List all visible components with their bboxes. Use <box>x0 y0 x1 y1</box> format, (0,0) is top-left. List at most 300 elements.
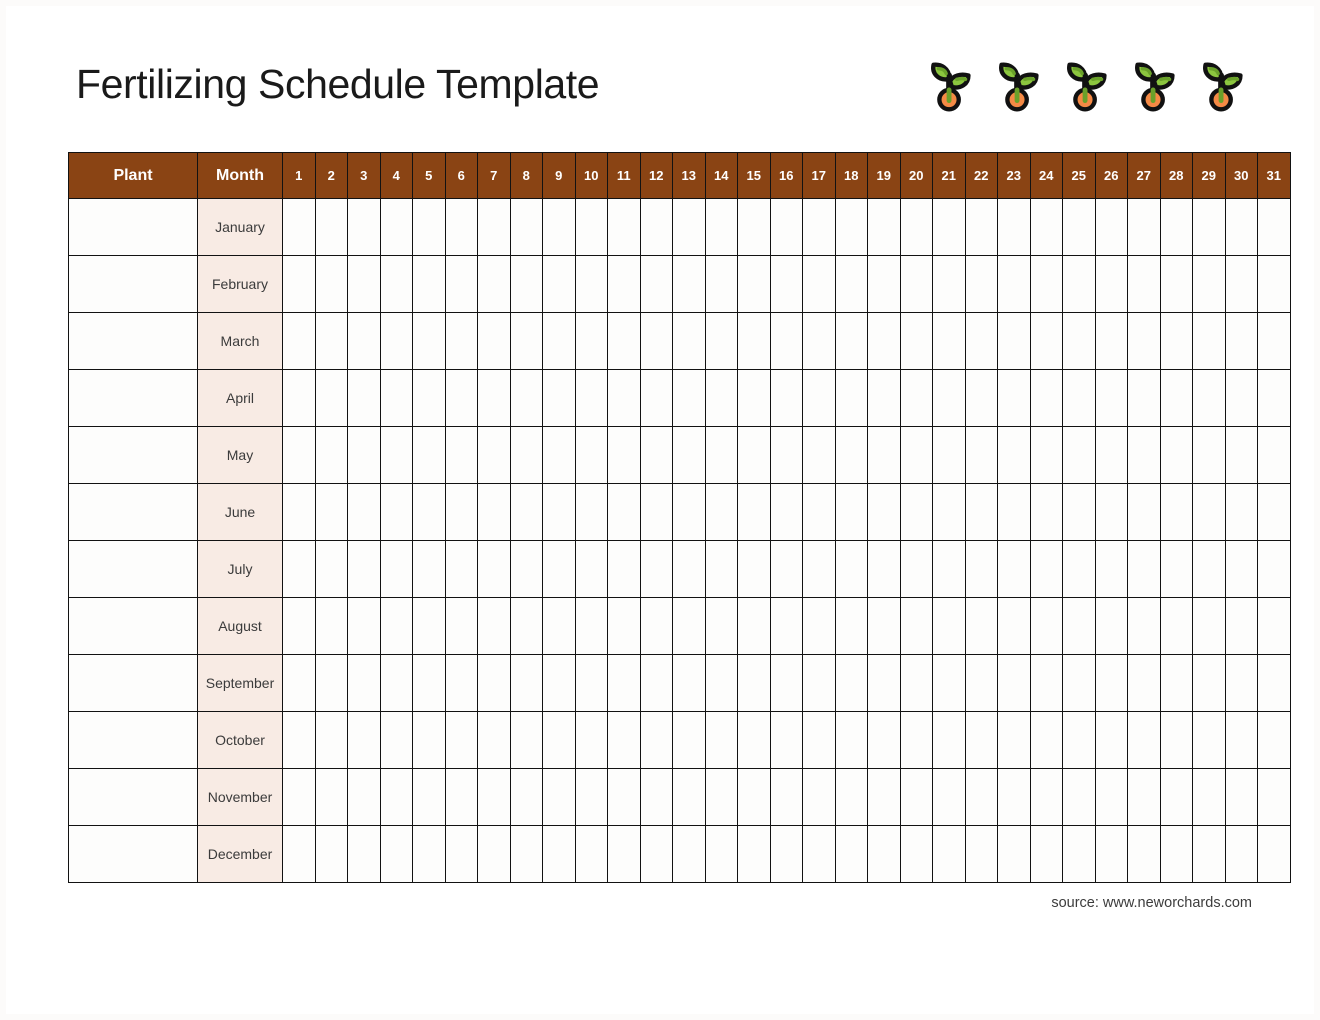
day-cell[interactable] <box>543 427 576 484</box>
day-cell[interactable] <box>543 313 576 370</box>
day-cell[interactable] <box>1128 256 1161 313</box>
day-cell[interactable] <box>413 598 446 655</box>
day-cell[interactable] <box>510 541 543 598</box>
day-cell[interactable] <box>705 256 738 313</box>
day-cell[interactable] <box>315 313 348 370</box>
day-cell[interactable] <box>1063 370 1096 427</box>
day-cell[interactable] <box>803 769 836 826</box>
day-cell[interactable] <box>1095 256 1128 313</box>
day-cell[interactable] <box>1225 769 1258 826</box>
day-cell[interactable] <box>348 256 381 313</box>
day-cell[interactable] <box>673 313 706 370</box>
day-cell[interactable] <box>998 427 1031 484</box>
day-cell[interactable] <box>640 598 673 655</box>
day-cell[interactable] <box>315 826 348 883</box>
day-cell[interactable] <box>1258 655 1291 712</box>
day-cell[interactable] <box>380 541 413 598</box>
plant-input-cell[interactable] <box>69 370 198 427</box>
day-cell[interactable] <box>1095 655 1128 712</box>
day-cell[interactable] <box>1193 484 1226 541</box>
day-cell[interactable] <box>998 598 1031 655</box>
day-cell[interactable] <box>445 598 478 655</box>
day-cell[interactable] <box>1225 826 1258 883</box>
day-cell[interactable] <box>640 484 673 541</box>
day-cell[interactable] <box>1160 370 1193 427</box>
plant-input-cell[interactable] <box>69 313 198 370</box>
day-cell[interactable] <box>640 655 673 712</box>
day-cell[interactable] <box>1128 541 1161 598</box>
day-cell[interactable] <box>1225 370 1258 427</box>
day-cell[interactable] <box>868 541 901 598</box>
day-cell[interactable] <box>998 313 1031 370</box>
day-cell[interactable] <box>868 769 901 826</box>
day-cell[interactable] <box>1160 484 1193 541</box>
day-cell[interactable] <box>705 199 738 256</box>
day-cell[interactable] <box>738 826 771 883</box>
day-cell[interactable] <box>380 256 413 313</box>
day-cell[interactable] <box>413 712 446 769</box>
day-cell[interactable] <box>348 313 381 370</box>
day-cell[interactable] <box>348 826 381 883</box>
day-cell[interactable] <box>803 484 836 541</box>
day-cell[interactable] <box>413 655 446 712</box>
day-cell[interactable] <box>640 541 673 598</box>
day-cell[interactable] <box>608 769 641 826</box>
plant-input-cell[interactable] <box>69 427 198 484</box>
day-cell[interactable] <box>1128 655 1161 712</box>
day-cell[interactable] <box>868 370 901 427</box>
day-cell[interactable] <box>413 826 446 883</box>
day-cell[interactable] <box>413 313 446 370</box>
day-cell[interactable] <box>1063 655 1096 712</box>
day-cell[interactable] <box>738 256 771 313</box>
day-cell[interactable] <box>998 484 1031 541</box>
plant-input-cell[interactable] <box>69 256 198 313</box>
day-cell[interactable] <box>1225 484 1258 541</box>
day-cell[interactable] <box>1095 598 1128 655</box>
day-cell[interactable] <box>705 484 738 541</box>
day-cell[interactable] <box>445 541 478 598</box>
day-cell[interactable] <box>608 826 641 883</box>
day-cell[interactable] <box>1063 598 1096 655</box>
day-cell[interactable] <box>575 370 608 427</box>
day-cell[interactable] <box>803 370 836 427</box>
day-cell[interactable] <box>315 484 348 541</box>
day-cell[interactable] <box>315 598 348 655</box>
day-cell[interactable] <box>413 484 446 541</box>
day-cell[interactable] <box>640 313 673 370</box>
day-cell[interactable] <box>1225 313 1258 370</box>
day-cell[interactable] <box>965 370 998 427</box>
day-cell[interactable] <box>803 199 836 256</box>
day-cell[interactable] <box>1193 655 1226 712</box>
day-cell[interactable] <box>283 769 316 826</box>
day-cell[interactable] <box>900 712 933 769</box>
day-cell[interactable] <box>1095 484 1128 541</box>
day-cell[interactable] <box>478 826 511 883</box>
day-cell[interactable] <box>510 826 543 883</box>
day-cell[interactable] <box>445 256 478 313</box>
day-cell[interactable] <box>640 427 673 484</box>
day-cell[interactable] <box>1030 712 1063 769</box>
day-cell[interactable] <box>1258 541 1291 598</box>
day-cell[interactable] <box>315 199 348 256</box>
day-cell[interactable] <box>803 256 836 313</box>
plant-input-cell[interactable] <box>69 484 198 541</box>
day-cell[interactable] <box>705 655 738 712</box>
day-cell[interactable] <box>1160 313 1193 370</box>
day-cell[interactable] <box>705 598 738 655</box>
day-cell[interactable] <box>900 313 933 370</box>
day-cell[interactable] <box>933 256 966 313</box>
day-cell[interactable] <box>868 712 901 769</box>
day-cell[interactable] <box>1128 484 1161 541</box>
day-cell[interactable] <box>575 256 608 313</box>
day-cell[interactable] <box>543 541 576 598</box>
day-cell[interactable] <box>1063 541 1096 598</box>
day-cell[interactable] <box>933 712 966 769</box>
day-cell[interactable] <box>1258 598 1291 655</box>
day-cell[interactable] <box>803 712 836 769</box>
day-cell[interactable] <box>1160 541 1193 598</box>
day-cell[interactable] <box>933 313 966 370</box>
day-cell[interactable] <box>1258 313 1291 370</box>
day-cell[interactable] <box>348 484 381 541</box>
day-cell[interactable] <box>1258 199 1291 256</box>
day-cell[interactable] <box>738 712 771 769</box>
day-cell[interactable] <box>1193 313 1226 370</box>
day-cell[interactable] <box>705 541 738 598</box>
day-cell[interactable] <box>738 199 771 256</box>
day-cell[interactable] <box>673 427 706 484</box>
day-cell[interactable] <box>868 199 901 256</box>
day-cell[interactable] <box>835 199 868 256</box>
day-cell[interactable] <box>608 313 641 370</box>
day-cell[interactable] <box>1030 769 1063 826</box>
day-cell[interactable] <box>478 256 511 313</box>
day-cell[interactable] <box>575 541 608 598</box>
day-cell[interactable] <box>673 712 706 769</box>
day-cell[interactable] <box>380 598 413 655</box>
day-cell[interactable] <box>380 484 413 541</box>
day-cell[interactable] <box>933 541 966 598</box>
plant-input-cell[interactable] <box>69 541 198 598</box>
day-cell[interactable] <box>803 427 836 484</box>
day-cell[interactable] <box>803 655 836 712</box>
day-cell[interactable] <box>1063 484 1096 541</box>
day-cell[interactable] <box>1030 427 1063 484</box>
day-cell[interactable] <box>283 427 316 484</box>
day-cell[interactable] <box>1095 712 1128 769</box>
day-cell[interactable] <box>1095 769 1128 826</box>
day-cell[interactable] <box>770 712 803 769</box>
plant-input-cell[interactable] <box>69 199 198 256</box>
day-cell[interactable] <box>608 199 641 256</box>
day-cell[interactable] <box>1063 199 1096 256</box>
plant-input-cell[interactable] <box>69 598 198 655</box>
day-cell[interactable] <box>1193 427 1226 484</box>
day-cell[interactable] <box>965 313 998 370</box>
day-cell[interactable] <box>738 655 771 712</box>
day-cell[interactable] <box>478 769 511 826</box>
day-cell[interactable] <box>478 598 511 655</box>
day-cell[interactable] <box>283 598 316 655</box>
day-cell[interactable] <box>510 199 543 256</box>
day-cell[interactable] <box>575 769 608 826</box>
day-cell[interactable] <box>770 199 803 256</box>
day-cell[interactable] <box>510 370 543 427</box>
day-cell[interactable] <box>1160 256 1193 313</box>
day-cell[interactable] <box>380 769 413 826</box>
day-cell[interactable] <box>575 826 608 883</box>
day-cell[interactable] <box>543 769 576 826</box>
day-cell[interactable] <box>1193 541 1226 598</box>
day-cell[interactable] <box>283 826 316 883</box>
day-cell[interactable] <box>900 370 933 427</box>
day-cell[interactable] <box>283 256 316 313</box>
day-cell[interactable] <box>738 541 771 598</box>
day-cell[interactable] <box>770 427 803 484</box>
day-cell[interactable] <box>1258 427 1291 484</box>
day-cell[interactable] <box>348 769 381 826</box>
day-cell[interactable] <box>803 313 836 370</box>
day-cell[interactable] <box>608 256 641 313</box>
day-cell[interactable] <box>933 199 966 256</box>
day-cell[interactable] <box>380 199 413 256</box>
day-cell[interactable] <box>445 655 478 712</box>
day-cell[interactable] <box>673 256 706 313</box>
day-cell[interactable] <box>738 370 771 427</box>
day-cell[interactable] <box>1030 199 1063 256</box>
day-cell[interactable] <box>478 427 511 484</box>
day-cell[interactable] <box>543 598 576 655</box>
day-cell[interactable] <box>965 655 998 712</box>
day-cell[interactable] <box>1193 826 1226 883</box>
day-cell[interactable] <box>998 370 1031 427</box>
day-cell[interactable] <box>543 826 576 883</box>
day-cell[interactable] <box>770 655 803 712</box>
day-cell[interactable] <box>478 541 511 598</box>
day-cell[interactable] <box>770 826 803 883</box>
day-cell[interactable] <box>1030 256 1063 313</box>
day-cell[interactable] <box>543 256 576 313</box>
day-cell[interactable] <box>380 370 413 427</box>
day-cell[interactable] <box>608 598 641 655</box>
day-cell[interactable] <box>283 313 316 370</box>
day-cell[interactable] <box>640 712 673 769</box>
day-cell[interactable] <box>705 712 738 769</box>
day-cell[interactable] <box>673 541 706 598</box>
plant-input-cell[interactable] <box>69 712 198 769</box>
day-cell[interactable] <box>770 484 803 541</box>
day-cell[interactable] <box>1193 199 1226 256</box>
day-cell[interactable] <box>640 826 673 883</box>
day-cell[interactable] <box>900 655 933 712</box>
day-cell[interactable] <box>1063 712 1096 769</box>
day-cell[interactable] <box>673 826 706 883</box>
plant-input-cell[interactable] <box>69 769 198 826</box>
day-cell[interactable] <box>933 826 966 883</box>
day-cell[interactable] <box>933 370 966 427</box>
day-cell[interactable] <box>998 256 1031 313</box>
day-cell[interactable] <box>965 541 998 598</box>
day-cell[interactable] <box>965 427 998 484</box>
day-cell[interactable] <box>803 598 836 655</box>
day-cell[interactable] <box>1063 769 1096 826</box>
day-cell[interactable] <box>835 313 868 370</box>
day-cell[interactable] <box>510 256 543 313</box>
day-cell[interactable] <box>933 655 966 712</box>
plant-input-cell[interactable] <box>69 826 198 883</box>
day-cell[interactable] <box>1160 427 1193 484</box>
day-cell[interactable] <box>998 826 1031 883</box>
day-cell[interactable] <box>835 370 868 427</box>
day-cell[interactable] <box>965 769 998 826</box>
day-cell[interactable] <box>1128 598 1161 655</box>
day-cell[interactable] <box>835 826 868 883</box>
day-cell[interactable] <box>868 598 901 655</box>
day-cell[interactable] <box>1095 313 1128 370</box>
day-cell[interactable] <box>1030 826 1063 883</box>
day-cell[interactable] <box>445 370 478 427</box>
day-cell[interactable] <box>1258 256 1291 313</box>
day-cell[interactable] <box>835 769 868 826</box>
day-cell[interactable] <box>348 712 381 769</box>
day-cell[interactable] <box>608 370 641 427</box>
day-cell[interactable] <box>478 712 511 769</box>
day-cell[interactable] <box>1095 826 1128 883</box>
day-cell[interactable] <box>348 427 381 484</box>
day-cell[interactable] <box>478 370 511 427</box>
day-cell[interactable] <box>283 655 316 712</box>
day-cell[interactable] <box>1063 826 1096 883</box>
day-cell[interactable] <box>478 484 511 541</box>
day-cell[interactable] <box>770 313 803 370</box>
day-cell[interactable] <box>868 313 901 370</box>
day-cell[interactable] <box>705 769 738 826</box>
day-cell[interactable] <box>738 313 771 370</box>
day-cell[interactable] <box>965 598 998 655</box>
day-cell[interactable] <box>770 370 803 427</box>
day-cell[interactable] <box>998 541 1031 598</box>
day-cell[interactable] <box>738 427 771 484</box>
day-cell[interactable] <box>315 712 348 769</box>
day-cell[interactable] <box>575 313 608 370</box>
day-cell[interactable] <box>705 370 738 427</box>
day-cell[interactable] <box>835 256 868 313</box>
day-cell[interactable] <box>640 256 673 313</box>
day-cell[interactable] <box>543 370 576 427</box>
day-cell[interactable] <box>1160 655 1193 712</box>
day-cell[interactable] <box>868 427 901 484</box>
day-cell[interactable] <box>445 199 478 256</box>
day-cell[interactable] <box>1225 199 1258 256</box>
day-cell[interactable] <box>835 427 868 484</box>
day-cell[interactable] <box>478 199 511 256</box>
day-cell[interactable] <box>1258 712 1291 769</box>
day-cell[interactable] <box>998 712 1031 769</box>
day-cell[interactable] <box>608 655 641 712</box>
day-cell[interactable] <box>835 598 868 655</box>
day-cell[interactable] <box>705 826 738 883</box>
day-cell[interactable] <box>608 712 641 769</box>
day-cell[interactable] <box>478 313 511 370</box>
day-cell[interactable] <box>413 769 446 826</box>
day-cell[interactable] <box>998 655 1031 712</box>
day-cell[interactable] <box>283 484 316 541</box>
day-cell[interactable] <box>478 655 511 712</box>
day-cell[interactable] <box>1095 370 1128 427</box>
day-cell[interactable] <box>673 199 706 256</box>
day-cell[interactable] <box>1030 598 1063 655</box>
day-cell[interactable] <box>283 712 316 769</box>
day-cell[interactable] <box>608 484 641 541</box>
day-cell[interactable] <box>640 370 673 427</box>
day-cell[interactable] <box>315 256 348 313</box>
day-cell[interactable] <box>673 655 706 712</box>
plant-input-cell[interactable] <box>69 655 198 712</box>
day-cell[interactable] <box>510 484 543 541</box>
day-cell[interactable] <box>900 598 933 655</box>
day-cell[interactable] <box>445 427 478 484</box>
day-cell[interactable] <box>1063 427 1096 484</box>
day-cell[interactable] <box>1258 370 1291 427</box>
day-cell[interactable] <box>1160 769 1193 826</box>
day-cell[interactable] <box>413 199 446 256</box>
day-cell[interactable] <box>1225 256 1258 313</box>
day-cell[interactable] <box>1030 484 1063 541</box>
day-cell[interactable] <box>673 484 706 541</box>
day-cell[interactable] <box>900 427 933 484</box>
day-cell[interactable] <box>868 256 901 313</box>
day-cell[interactable] <box>738 484 771 541</box>
day-cell[interactable] <box>1193 598 1226 655</box>
day-cell[interactable] <box>673 370 706 427</box>
day-cell[interactable] <box>965 256 998 313</box>
day-cell[interactable] <box>803 541 836 598</box>
day-cell[interactable] <box>380 826 413 883</box>
day-cell[interactable] <box>705 427 738 484</box>
day-cell[interactable] <box>543 655 576 712</box>
day-cell[interactable] <box>868 484 901 541</box>
day-cell[interactable] <box>348 199 381 256</box>
day-cell[interactable] <box>640 769 673 826</box>
day-cell[interactable] <box>965 199 998 256</box>
day-cell[interactable] <box>1225 541 1258 598</box>
day-cell[interactable] <box>868 826 901 883</box>
day-cell[interactable] <box>965 826 998 883</box>
day-cell[interactable] <box>413 541 446 598</box>
day-cell[interactable] <box>510 598 543 655</box>
day-cell[interactable] <box>348 598 381 655</box>
day-cell[interactable] <box>1193 712 1226 769</box>
day-cell[interactable] <box>1225 427 1258 484</box>
day-cell[interactable] <box>413 370 446 427</box>
day-cell[interactable] <box>510 655 543 712</box>
day-cell[interactable] <box>315 541 348 598</box>
day-cell[interactable] <box>738 769 771 826</box>
day-cell[interactable] <box>575 199 608 256</box>
day-cell[interactable] <box>1095 199 1128 256</box>
day-cell[interactable] <box>380 655 413 712</box>
day-cell[interactable] <box>965 712 998 769</box>
day-cell[interactable] <box>900 541 933 598</box>
day-cell[interactable] <box>348 541 381 598</box>
day-cell[interactable] <box>1225 712 1258 769</box>
day-cell[interactable] <box>965 484 998 541</box>
day-cell[interactable] <box>1128 769 1161 826</box>
day-cell[interactable] <box>575 427 608 484</box>
